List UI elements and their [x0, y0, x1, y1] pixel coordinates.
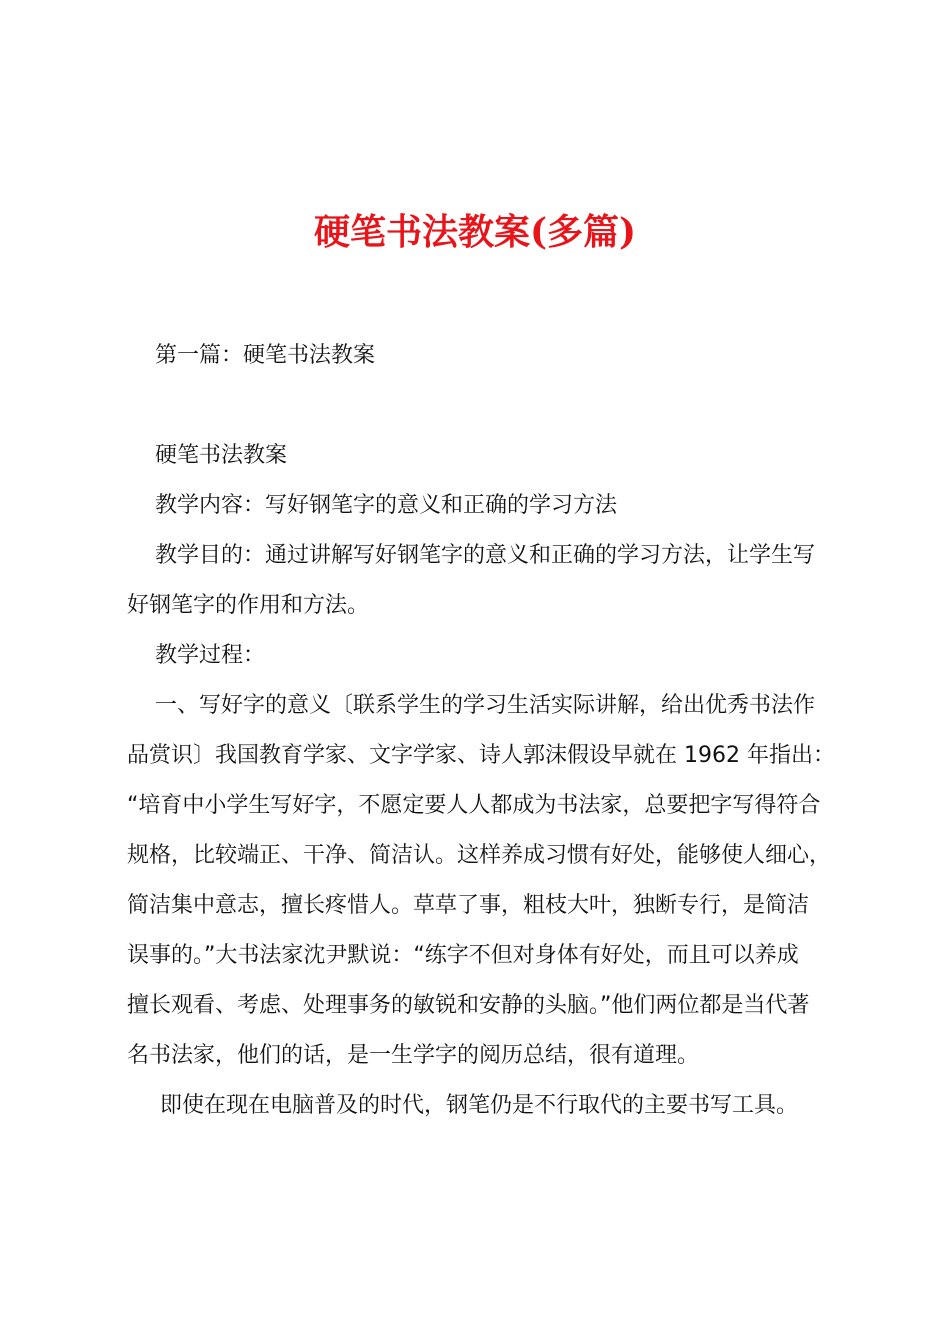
paragraph-line: 即使在现在电脑普及的时代，钢笔仍是不行取代的主要书写工具。	[160, 1093, 799, 1118]
paragraph-line: 教学过程：	[155, 643, 266, 668]
section-heading: 第一篇：硬笔书法教案	[155, 343, 376, 368]
document-title: 硬笔书法教案(多篇)	[313, 211, 637, 253]
paragraph-line: 规格，比较端正、干净、简洁认。这样养成习惯有好处，能够使人细心，	[127, 843, 832, 868]
paragraph-line: 擅长观看、考虑、处理事务的敏锐和安静的头脑。”他们两位都是当代著	[127, 993, 810, 1018]
paragraph-line: “培育中小学生写好字，不愿定要人人都成为书法家，总要把字写得符合	[127, 793, 821, 818]
paragraph-line: 硬笔书法教案	[155, 443, 288, 468]
paragraph-line: 误事的。”大书法家沈尹默说：“练字不但对身体有好处，而且可以养成	[127, 943, 799, 968]
paragraph-line: 一、写好字的意义〔联系学生的学习生活实际讲解，给出优秀书法作	[155, 693, 816, 718]
paragraph-line: 品赏识〕我国教育学家、文字学家、诗人郭沫假设早就在 1962 年指出：	[127, 743, 835, 768]
paragraph-line: 简洁集中意志，擅长疼惜人。草草了事，粗枝大叶，独断专行，是简洁	[127, 893, 810, 918]
paragraph-line: 教学内容：写好钢笔字的意义和正确的学习方法	[155, 493, 618, 518]
paragraph-line: 好钢笔字的作用和方法。	[127, 593, 370, 618]
paragraph-line: 教学目的：通过讲解写好钢笔字的意义和正确的学习方法，让学生写	[155, 543, 816, 568]
paragraph-line: 名书法家，他们的话，是一生学字的阅历总结，很有道理。	[127, 1043, 700, 1068]
